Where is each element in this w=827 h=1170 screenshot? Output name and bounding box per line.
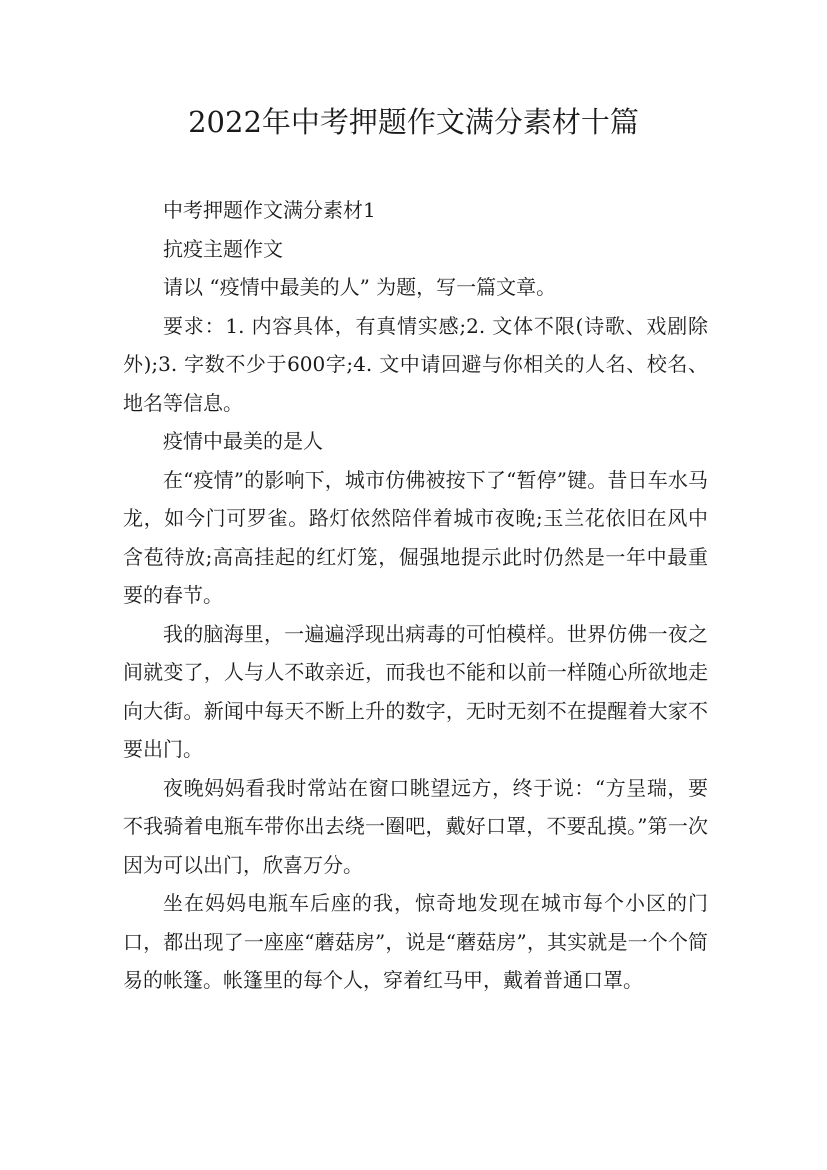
essay-paragraph: 夜晚妈妈看我时常站在窗口眺望远方，终于说：“方呈瑞，要不我骑着电瓶车带你出去绕一圈吧，戴好口罩，不要乱摸。”第一次因为可以出门，欣喜万分。 — [123, 775, 708, 877]
section-heading: 中考押题作文满分素材1 — [163, 198, 376, 222]
document-body — [123, 191, 708, 1000]
requirements-paragraph: 要求：1. 内容具体，有真情实感;2. 文体不限(诗歌、戏剧除外);3. 字数不少于600字;4. 文中请回避与你相关的人名、校名、地名等信息。 — [123, 313, 708, 415]
essay-paragraph: 在“疫情”的影响下，城市仿佛被按下了“暂停”键。昔日车水马龙，如今门可罗雀。路灯依然陪伴着城市夜晚;玉兰花依旧在风中含苞待放;高高挂起的红灯笼，倔强地提示此时仍然是一年中最重要的春节。 — [123, 467, 708, 607]
essay-paragraph: 坐在妈妈电瓶车后座的我，惊奇地发现在城市每个小区的门口，都出现了一座座“蘑菇房”，说是“蘑菇房”，其实就是一个个简易的帐篷。帐篷里的每个人，穿着红马甲，戴着普通口罩。 — [123, 891, 708, 992]
prompt-paragraph: 请以 “疫情中最美的人” 为题，写一篇文章。 — [163, 275, 557, 299]
essay-title: 疫情中最美的是人 — [163, 429, 323, 453]
document-title: 2022年中考押题作文满分素材十篇 — [188, 105, 639, 139]
essay-paragraph: 我的脑海里，一遍遍浮现出病毒的可怕模样。世界仿佛一夜之间就变了，人与人不敢亲近，而我也不能和以前一样随心所欲地走向大街。新闻中每天不断上升的数字，无时无刻不在提醒着大家不要出门。 — [123, 621, 708, 761]
topic-line: 抗疫主题作文 — [163, 236, 283, 261]
